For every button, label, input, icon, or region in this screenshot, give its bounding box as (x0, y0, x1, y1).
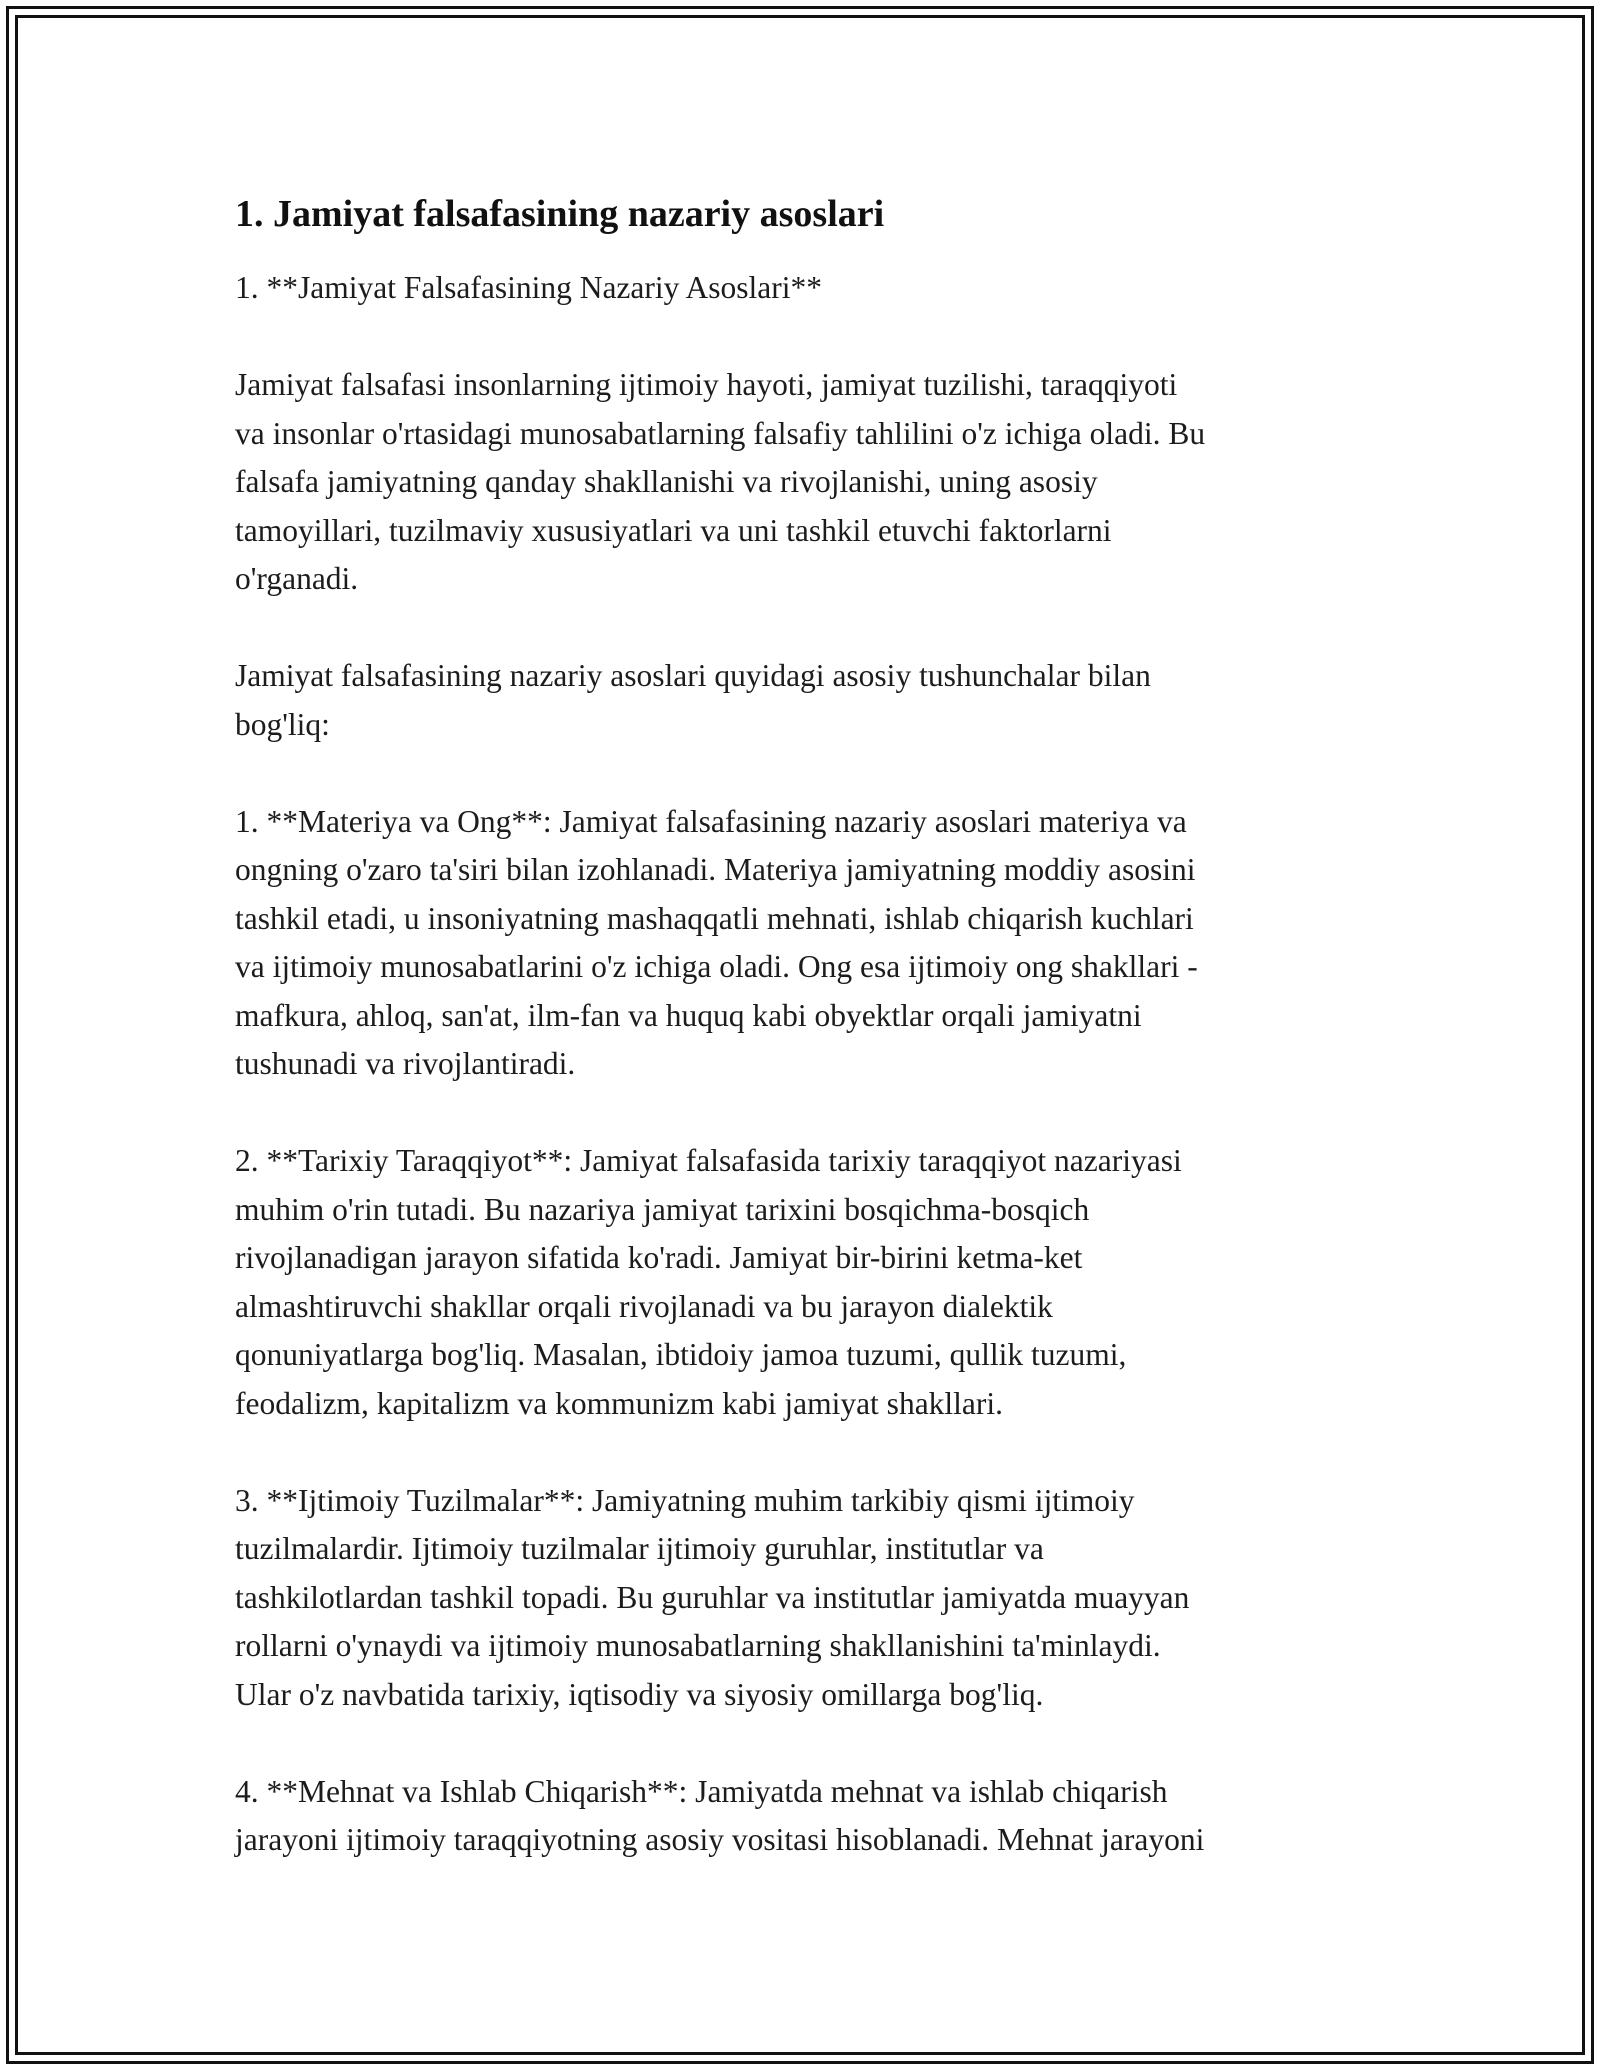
paragraph-gap (235, 1719, 1375, 1768)
concepts-lead-paragraph: Jamiyat falsafasining nazariy asoslari quyidagi asosiy tushunchalar bilan bog'liq: (235, 658, 1151, 742)
intro-paragraph: Jamiyat falsafasi insonlarning ijtimoiy hayoti, jamiyat tuzilishi, taraqqiyoti va insonlar o'rtasidagi munosabatlarning falsafiy tahlilini o'z ichiga oladi. Bu falsafa jamiyatning qanday shakllanishi va rivojlanishi, uning asosiy tamoyillari, tuzilmaviy xususiyatlari va uni tashkil etuvchi faktorlarni o'rganadi. (235, 367, 1206, 596)
paragraph-gap (235, 1428, 1375, 1477)
document-body (235, 188, 1375, 1865)
list-item-mehnat-va-ishlab-chiqarish: 4. **Mehnat va Ishlab Chiqarish**: Jamiyatda mehnat va ishlab chiqarish jarayoni ijtimoiy taraqqiyotning asosiy vositasi hisoblanadi. Mehnat jarayoni (235, 1773, 1205, 1857)
section-heading-line: 1. **Jamiyat Falsafasining Nazariy Asoslari** (235, 270, 823, 305)
page-title: 1. Jamiyat falsafasining nazariy asoslari (235, 193, 885, 235)
paragraph-gap (235, 313, 1375, 362)
list-item-ijtimoiy-tuzilmalar: 3. **Ijtimoiy Tuzilmalar**: Jamiyatning muhim tarkibiy qismi ijtimoiy tuzilmalardir. Ijtimoiy tuzilmalar ijtimoiy guruhlar, institutlar va tashkilotlardan tashkil topadi. Bu guruhlar va institutlar jamiyatda muayyan rollarni o'ynaydi va ijtimoiy munosabatlarning shakllanishini ta'minlaydi. Ular o'z navbatida tarixiy, iqtisodiy va siyosiy omillarga bog'liq. (235, 1482, 1190, 1712)
list-item-materiya-va-ong: 1. **Materiya va Ong**: Jamiyat falsafasining nazariy asoslari materiya va ongning o'zaro ta'siri bilan izohlanadi. Materiya jamiyatning moddiy asosini tashkil etadi, u insoniyatning mashaqqatli mehnati, ishlab chiqarish kuchlari va ijtimoiy munosabatlarini o'z ichiga oladi. Ong esa ijtimoiy ong shakllari - mafkura, ahloq, san'at, ilm-fan va huquq kabi obyektlar orqali jamiyatni tushunadi va rivojlantiradi. (235, 803, 1198, 1081)
paragraph-gap (235, 604, 1375, 653)
list-item-tarixiy-taraqqiyot: 2. **Tarixiy Taraqqiyot**: Jamiyat falsafasida tarixiy taraqqiyot nazariyasi muhim o'rin tutadi. Bu nazariya jamiyat tarixini bosqichma-bosqich rivojlanadigan jarayon sifatida ko'radi. Jamiyat bir-birini ketma-ket almashtiruvchi shakllar orqali rivojlanadi va bu jarayon dialektik qonuniyatlarga bog'liq. Masalan, ibtidoiy jamoa tuzumi, qullik tuzumi, feodalizm, kapitalizm va kommunizm kabi jamiyat shakllari. (235, 1143, 1182, 1421)
paragraph-gap (235, 1089, 1375, 1138)
paragraph-gap (235, 749, 1375, 798)
